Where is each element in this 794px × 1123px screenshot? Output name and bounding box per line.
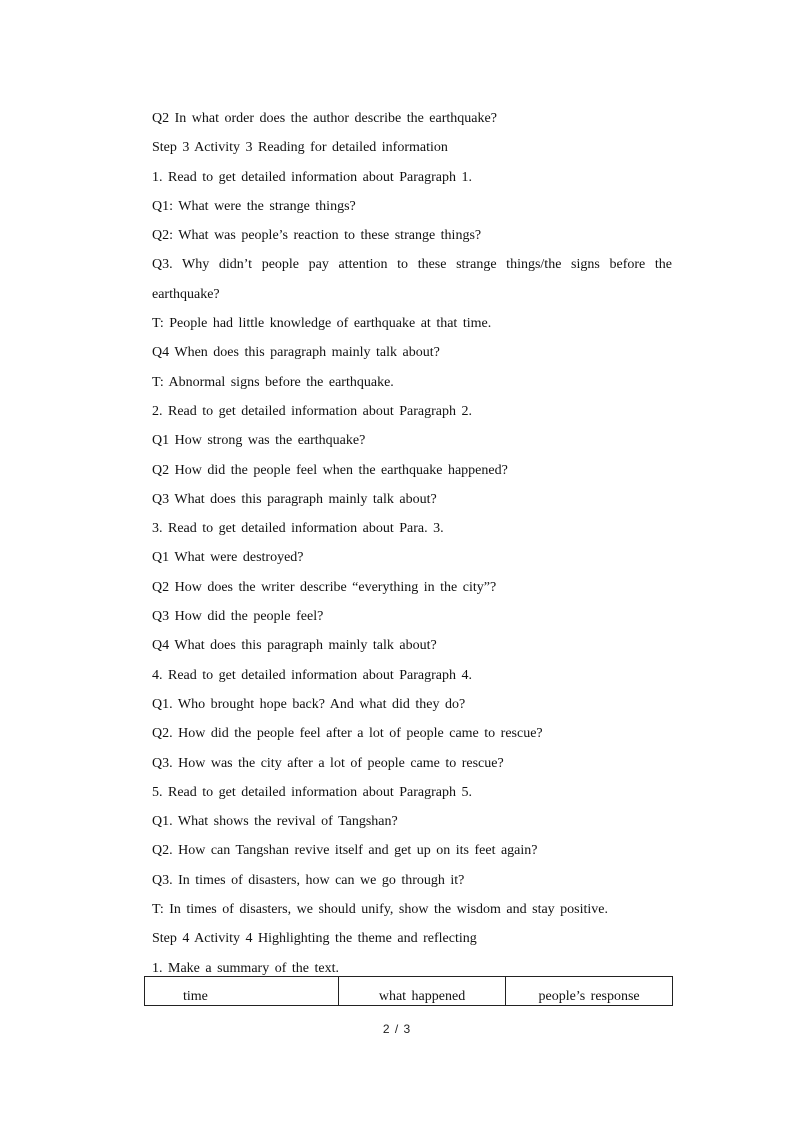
text-line: Q1 How strong was the earthquake? bbox=[152, 433, 366, 449]
text-line: Q2: What was people’s reaction to these strange things? bbox=[152, 228, 482, 244]
text-line: Q2 How does the writer describe “everything in the city”? bbox=[152, 579, 497, 595]
text-line: Q1. What shows the revival of Tangshan? bbox=[152, 814, 398, 830]
document-body bbox=[119, 104, 672, 983]
text-line: Q2 In what order does the author describe the earthquake? bbox=[152, 111, 497, 126]
text-line: 5. Read to get detailed information about Paragraph 5. bbox=[152, 784, 473, 800]
text-line: Q4 When does this paragraph mainly talk about? bbox=[152, 345, 440, 361]
text-line: Q2 How did the people feel when the earthquake happened? bbox=[152, 462, 508, 478]
table-header-time: time bbox=[145, 977, 339, 1006]
text-line: T: In times of disasters, we should unify, show the wisdom and stay positive. bbox=[152, 902, 609, 918]
text-line: 4. Read to get detailed information about Paragraph 4. bbox=[152, 667, 473, 683]
step-heading: Step 3 Activity 3 Reading for detailed information bbox=[152, 140, 448, 156]
text-line: Q2. How did the people feel after a lot of people came to rescue? bbox=[152, 726, 543, 742]
text-line: Q1: What were the strange things? bbox=[152, 198, 356, 214]
summary-table bbox=[144, 976, 673, 1006]
text-line: 3. Read to get detailed information about Para. 3. bbox=[152, 521, 444, 537]
text-line: Q3 What does this paragraph mainly talk about? bbox=[152, 491, 437, 507]
table-header-what-happened: what happened bbox=[338, 977, 505, 1006]
text-line: Q3. In times of disasters, how can we go through it? bbox=[152, 872, 465, 888]
text-line: Q2. How can Tangshan revive itself and get up on its feet again? bbox=[152, 843, 538, 859]
text-line: T: People had little knowledge of earthquake at that time. bbox=[152, 316, 492, 332]
table-header-row bbox=[145, 977, 673, 1006]
text-line: Q4 What does this paragraph mainly talk about? bbox=[152, 638, 437, 654]
text-line: 1. Read to get detailed information about Paragraph 1. bbox=[152, 169, 473, 185]
text-line: 2. Read to get detailed information about Paragraph 2. bbox=[152, 403, 473, 419]
table-header-peoples-response: people’s response bbox=[506, 977, 673, 1006]
page-number: 2 / 3 bbox=[382, 1022, 412, 1036]
text-line: 1. Make a summary of the text. bbox=[152, 960, 339, 976]
text-line: T: Abnormal signs before the earthquake. bbox=[152, 374, 394, 390]
text-line: Q1. Who brought hope back? And what did they do? bbox=[152, 696, 466, 712]
text-line: Q3. Why didn’t people pay attention to these strange things/the signs before the earthquake? bbox=[152, 257, 672, 302]
text-line: Q3 How did the people feel? bbox=[152, 609, 324, 625]
step-heading: Step 4 Activity 4 Highlighting the theme and reflecting bbox=[152, 931, 477, 947]
text-line: Q1 What were destroyed? bbox=[152, 550, 304, 566]
text-line: Q3. How was the city after a lot of people came to rescue? bbox=[152, 755, 504, 771]
